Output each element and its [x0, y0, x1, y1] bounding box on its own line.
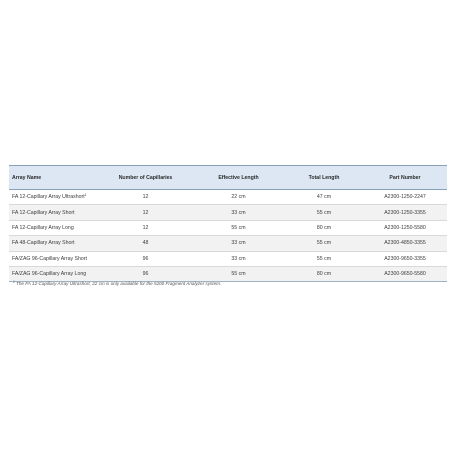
header-total-length: Total Length — [285, 166, 363, 190]
cell-capillaries: 96 — [99, 251, 192, 266]
cell-array-name: FA 48-Capillary Array Short — [9, 236, 99, 251]
cell-total-length: 55 cm — [285, 251, 363, 266]
cell-effective-length: 55 cm — [192, 220, 285, 235]
cell-total-length: 80 cm — [285, 266, 363, 281]
table-row — [9, 220, 447, 235]
cell-total-length: 55 cm — [285, 205, 363, 220]
cell-effective-length: 33 cm — [192, 251, 285, 266]
table-footnote — [13, 281, 221, 286]
cell-part-number: A2300-1250-5580 — [363, 220, 447, 235]
cell-array-name: FA 12-Capillary Array Long — [9, 220, 99, 235]
table-row — [9, 266, 447, 281]
table-header-row — [9, 166, 447, 190]
cell-effective-length: 55 cm — [192, 266, 285, 281]
cell-array-name — [9, 190, 99, 205]
cell-array-name: FA/ZAG 96-Capillary Array Short — [9, 251, 99, 266]
cell-effective-length: 22 cm — [192, 190, 285, 205]
capillary-array-table — [9, 165, 447, 282]
footnote-mark: 1 — [84, 193, 87, 198]
footnote-text: The FA 12-Capillary Array Ultrashort, 22 cm is only available for the 5200 Fragment Analyzer system. — [16, 281, 222, 286]
header-part-number: Part Number — [363, 166, 447, 190]
cell-capillaries: 12 — [99, 220, 192, 235]
cell-part-number: A2300-9650-3355 — [363, 251, 447, 266]
cell-part-number: A2300-1250-2247 — [363, 190, 447, 205]
cell-effective-length: 33 cm — [192, 236, 285, 251]
cell-total-length: 55 cm — [285, 236, 363, 251]
footnote-superscript: 1 — [13, 280, 15, 284]
capillary-array-table-container — [9, 165, 444, 282]
table-row — [9, 205, 447, 220]
cell-capillaries: 96 — [99, 266, 192, 281]
table-row — [9, 251, 447, 266]
cell-total-length: 47 cm — [285, 190, 363, 205]
cell-capillaries: 12 — [99, 205, 192, 220]
table-row — [9, 190, 447, 205]
table-body — [9, 190, 447, 282]
table-header — [9, 166, 447, 190]
cell-part-number: A2300-1250-3355 — [363, 205, 447, 220]
header-array-name: Array Name — [9, 166, 99, 190]
cell-part-number: A2300-4850-3355 — [363, 236, 447, 251]
cell-capillaries: 48 — [99, 236, 192, 251]
cell-part-number: A2300-9650-5580 — [363, 266, 447, 281]
array-name-text: FA 12-Capillary Array Ultrashort — [12, 194, 85, 201]
cell-capillaries: 12 — [99, 190, 192, 205]
cell-effective-length: 33 cm — [192, 205, 285, 220]
header-capillaries: Number of Capillaries — [99, 166, 192, 190]
cell-total-length: 80 cm — [285, 220, 363, 235]
cell-array-name: FA 12-Capillary Array Short — [9, 205, 99, 220]
header-effective-length: Effective Length — [192, 166, 285, 190]
cell-array-name: FA/ZAG 96-Capillary Array Long — [9, 266, 99, 281]
table-row — [9, 236, 447, 251]
